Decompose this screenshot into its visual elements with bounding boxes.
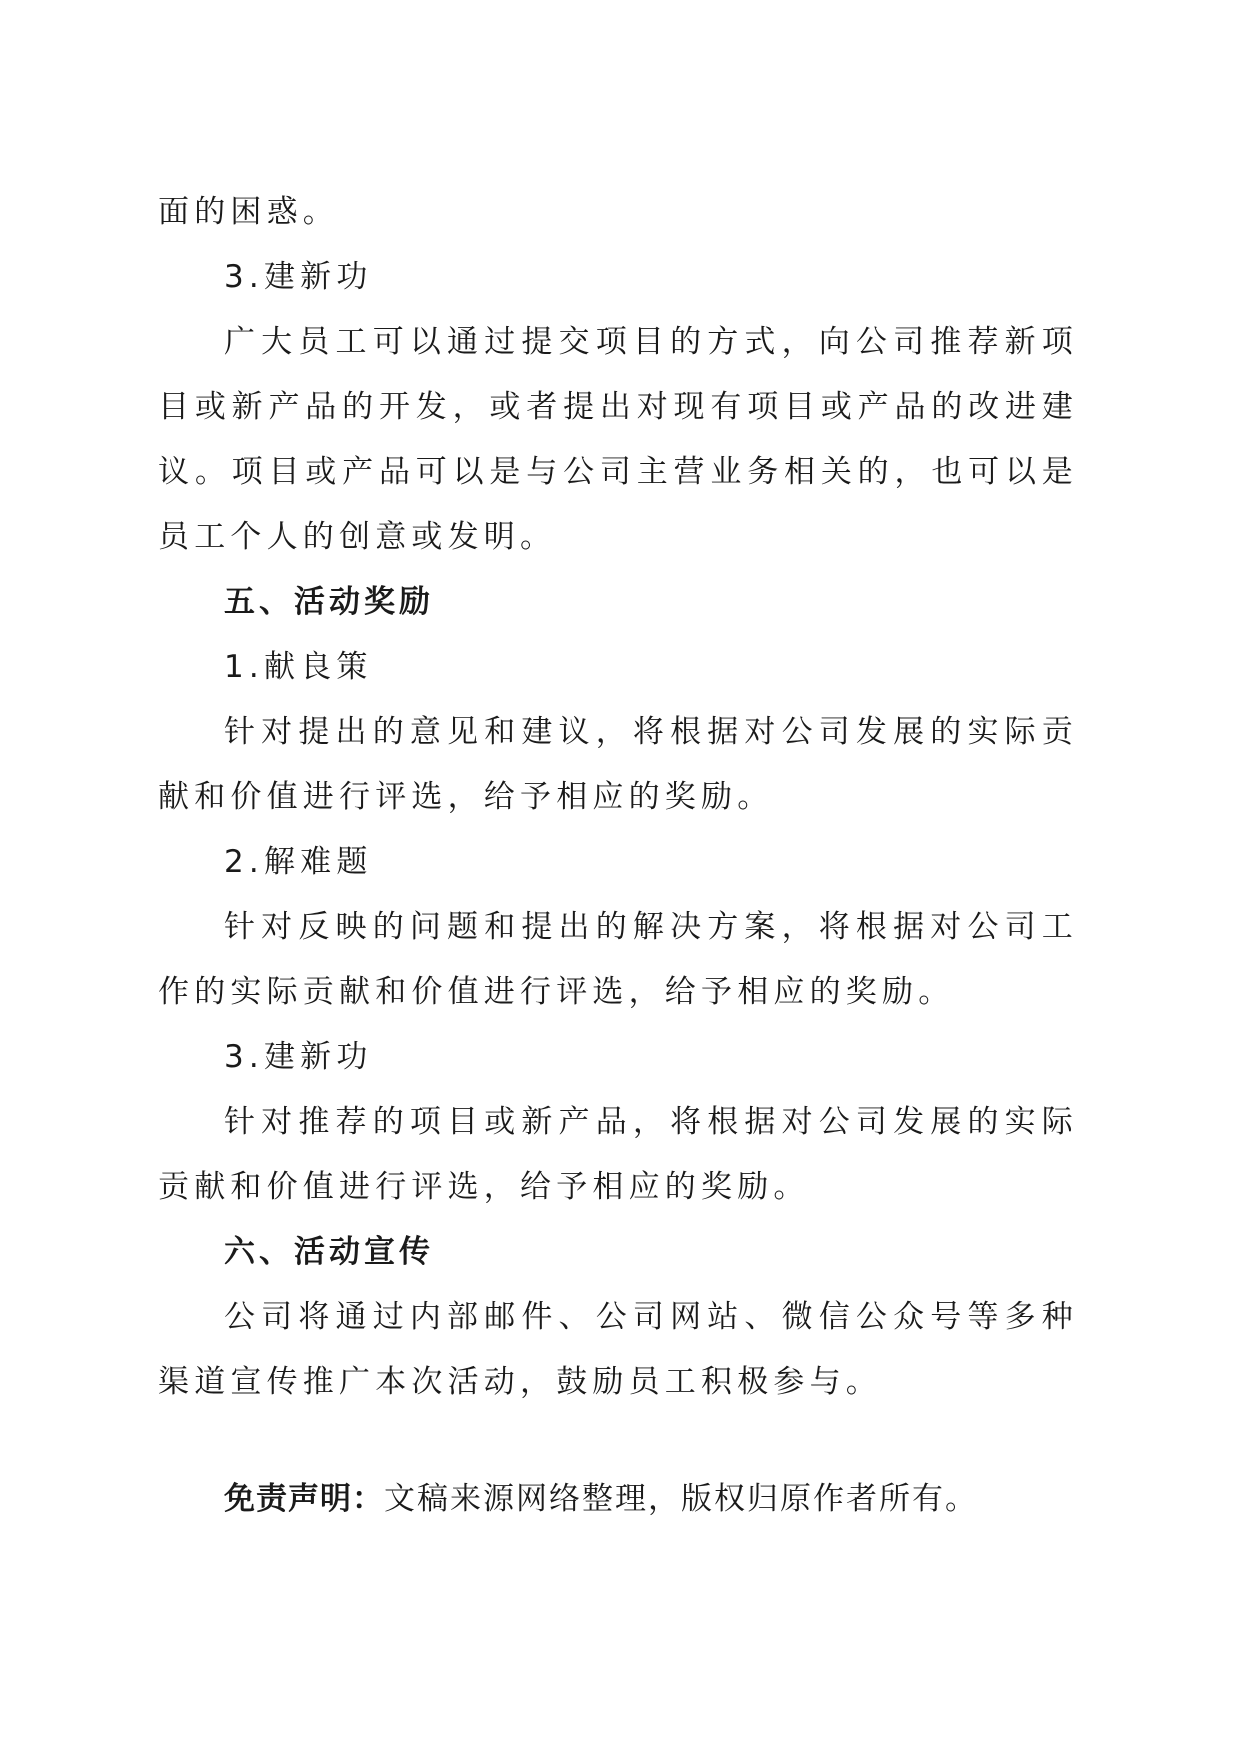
s5-item1-title: 1.献良策 <box>224 649 373 685</box>
disclaimer-label: 免责声明： <box>224 1481 384 1517</box>
s5-item2-text: 针对反映的问题和提出的解决方案，将根据对公司工作的实际贡献和价值进行评选，给予相应的奖励。 <box>158 909 1078 1010</box>
disclaimer <box>158 1467 1078 1532</box>
s5-item1-text: 针对提出的意见和建议，将根据对公司发展的实际贡献和价值进行评选，给予相应的奖励。 <box>158 714 1078 815</box>
section-5-heading: 五、活动奖励 <box>224 584 434 620</box>
section-6-heading: 六、活动宣传 <box>224 1234 434 1270</box>
s4-item3-text: 广大员工可以通过提交项目的方式，向公司推荐新项目或新产品的开发，或者提出对现有项目或产品的改进建议。项目或产品可以是与公司主营业务相关的，也可以是员工个人的创意或发明。 <box>158 324 1078 555</box>
s6-text: 公司将通过内部邮件、公司网站、微信公众号等多种渠道宣传推广本次活动，鼓励员工积极参与。 <box>158 1299 1078 1400</box>
s5-item3-title: 3.建新功 <box>224 1039 373 1075</box>
paragraph-continuation: 面的困惑。 <box>158 194 339 230</box>
s4-item3-title: 3.建新功 <box>224 259 373 295</box>
s5-item3-text: 针对推荐的项目或新产品，将根据对公司发展的实际贡献和价值进行评选，给予相应的奖励。 <box>158 1104 1078 1205</box>
s5-item2-title: 2.解难题 <box>224 844 373 880</box>
disclaimer-text: 文稿来源网络整理，版权归原作者所有。 <box>384 1481 978 1517</box>
spacer <box>158 1415 1078 1467</box>
document-body <box>158 180 1078 1532</box>
